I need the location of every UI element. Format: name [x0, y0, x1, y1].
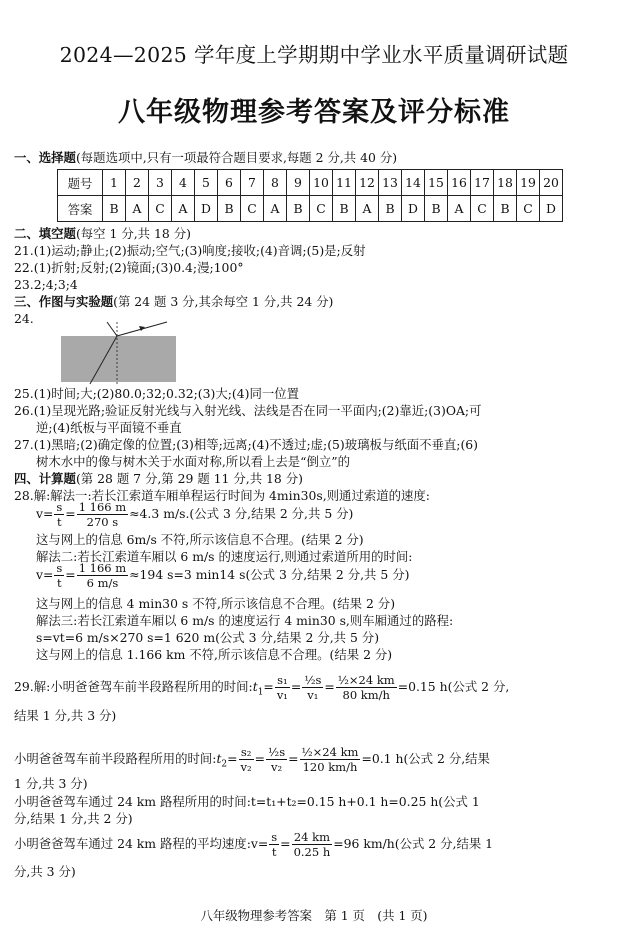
answer-cell: C [149, 196, 172, 222]
question-number-cell: 3 [149, 170, 172, 196]
answer-cell: A [126, 196, 149, 222]
denominator: v₁ [276, 688, 288, 702]
reflected-ray [107, 322, 117, 336]
q28-note3: 这与网上的信息 1.166 km 不符,所示该信息不合理。(结果 2 分) [36, 647, 393, 662]
q29-step2: 小明爸爸驾车前半段路程所用的时间$:t_2=$ $\frac{\text{s₂}}{\text{v₂}}$ = $\frac{\text{½s}}{\text{v₂}}$ = $\frac{\text{½×24 km}}{120 km/h}$ =0.1 h(公式 2 分,结果 [14, 745, 490, 774]
variable: t [252, 679, 258, 694]
answer-cell: B [425, 196, 448, 222]
answer-cell: A [172, 196, 195, 222]
answer-cell: A [448, 196, 471, 222]
formula-lhs: v= [36, 506, 54, 521]
section-3-title: 三、作图与实验题 [14, 294, 114, 309]
fraction [300, 745, 361, 774]
step-result: =96 km/h(公式 2 分,结果 1 [333, 836, 494, 851]
answer-cell: D [402, 196, 425, 222]
q27-answer-line2: 树木水中的像与树木关于水面对称,所以看上去是“倒立”的 [36, 454, 350, 469]
formula-result: ≈194 s=3 min14 s(公式 3 分,结果 2 分,共 5 分) [129, 567, 410, 582]
q25-answer: 25.(1)时间;大;(2)80.0;32;0.32;(3)大;(4)同一位置 [14, 386, 300, 401]
denominator: t [57, 515, 62, 529]
answer-cell: A [356, 196, 379, 222]
question-number-cell: 2 [126, 170, 149, 196]
section-4-title: 四、计算题 [14, 471, 76, 486]
answer-cell: B [333, 196, 356, 222]
numerator: s₁ [275, 673, 290, 688]
q27-answer-line1: 27.(1)黑暗;(2)确定像的位置;(3)相等;远离;(4)不透过;虚;(5)玻璃板与纸面不垂直;(6) [14, 437, 479, 452]
numerator: ½s [304, 673, 322, 687]
question-number-cell: 8 [264, 170, 287, 196]
denominator: 6 m/s [86, 576, 119, 590]
numerator: ½×24 km [337, 673, 395, 687]
q29-step3-score: 分,结果 1 分,共 2 分) [14, 811, 133, 826]
question-number-cell: 16 [448, 170, 471, 196]
question-number-cell: 11 [333, 170, 356, 196]
fraction [54, 500, 64, 529]
answer-table [57, 169, 563, 222]
numerator: s [271, 830, 278, 844]
section-1-title: 一、选择题 [14, 150, 76, 165]
q28-method3: 解法三:若长江索道车厢以 6 m/s 的速度运行 4 min30 s,则车厢通过的路程: [36, 613, 454, 628]
numerator: ½×24 km [301, 745, 359, 759]
question-number-cell: 7 [241, 170, 264, 196]
fraction [302, 673, 323, 702]
fraction [239, 745, 254, 774]
denominator: 120 km/h [302, 760, 358, 774]
section-3-note: (第 24 题 3 分,其余每空 1 分,共 24 分) [113, 294, 334, 309]
section-1-note: (每题选项中,只有一项最符合题目要求,每题 2 分,共 40 分) [75, 150, 398, 165]
q28-formula1: v= $\frac{s}{t}$ = $\frac{1 166 m}{270 s}$ ≈4.3 m/s.(公式 3 分,结果 2 分,共 5 分) [36, 500, 354, 529]
question-number-cell: 13 [379, 170, 402, 196]
answer-cell: B [379, 196, 402, 222]
q28-formula3: s=vt=6 m/s×270 s=1 620 m(公式 3 分,结果 2 分,共 5 分) [36, 630, 380, 645]
subscript: 2 [221, 759, 228, 770]
fraction [275, 673, 290, 702]
numerator: s₂ [239, 745, 254, 760]
step-text: 小明爸爸驾车前半段路程所用的时间: [14, 751, 217, 766]
refraction-diagram [55, 320, 185, 386]
subscript: 1 [257, 687, 264, 698]
section-4-note: (第 28 题 7 分,第 29 题 11 分,共 18 分) [75, 471, 303, 486]
section-2-title: 二、填空题 [14, 226, 76, 241]
question-number-cell: 5 [195, 170, 218, 196]
denominator: v₂ [271, 760, 283, 774]
section-4-heading [14, 471, 303, 487]
fraction [269, 830, 279, 859]
answer-key-title: 八年级物理参考答案及评分标准 [118, 97, 510, 128]
q21-answer: 21.(1)运动;静止;(2)振动;空气;(3)响度;接收;(4)音调;(5)是;反射 [14, 243, 366, 258]
answer-cell: C [241, 196, 264, 222]
q28-method1: 28.解:解法一:若长江索道车厢单程运行时间为 4min30s,则通过索道的速度: [14, 488, 430, 503]
answer-table-number-row [58, 170, 563, 196]
numerator: 24 km [292, 830, 333, 845]
step-result: =0.1 h(公式 2 分,结果 [361, 751, 490, 766]
fraction [77, 500, 128, 529]
q24-label: 24. [14, 311, 34, 326]
denominator: v₂ [240, 760, 252, 774]
section-2-heading [14, 226, 191, 242]
answer-cell: C [517, 196, 540, 222]
question-number-cell: 14 [402, 170, 425, 196]
denominator: t [57, 576, 62, 590]
section-2-note: (每空 1 分,共 18 分) [75, 226, 191, 241]
q28-method2: 解法二:若长江索道车厢以 6 m/s 的速度运行,则通过索道所用的时间: [36, 549, 413, 564]
answer-cell: C [471, 196, 494, 222]
answer-cell: B [218, 196, 241, 222]
section-1-heading [14, 150, 397, 166]
question-number-cell: 20 [540, 170, 563, 196]
variable: t [216, 751, 222, 766]
step-text: 29.解:小明爸爸驾车前半段路程所用的时间: [14, 679, 253, 694]
answer-cell: B [287, 196, 310, 222]
answer-cell: B [494, 196, 517, 222]
section-3-heading [14, 294, 333, 310]
q29-step3: 小明爸爸驾车通过 24 km 路程所用的时间:t=t₁+t₂=0.15 h+0.1 h=0.25 h(公式 1 [14, 794, 480, 809]
question-number-cell: 17 [471, 170, 494, 196]
q28-note1: 这与网上的信息 6m/s 不符,所示该信息不合理。(结果 2 分) [36, 532, 364, 547]
denominator: 80 km/h [342, 688, 390, 702]
answer-cell: B [103, 196, 126, 222]
exam-title: 2024—2025 学年度上学期期中学业水平质量调研试题 [59, 43, 569, 67]
q26-answer-line1: 26.(1)呈现光路;验证反射光线与入射光线、法线是否在同一平面内;(2)靠近;(3)OA;可 [14, 403, 482, 418]
denominator: 0.25 h [293, 845, 331, 859]
denominator: v₁ [307, 688, 319, 702]
answer-cell: A [264, 196, 287, 222]
q28-note2: 这与网上的信息 4 min30 s 不符,所示该信息不合理。(结果 2 分) [36, 596, 396, 611]
numerator: s [56, 561, 63, 575]
fraction [54, 561, 64, 590]
step-result: =0.15 h(公式 2 分, [397, 679, 510, 694]
denominator: 270 s [86, 515, 119, 529]
answer-cell: D [195, 196, 218, 222]
fraction [292, 830, 333, 859]
q29-step2-score: 1 分,共 3 分) [14, 776, 88, 791]
question-number-cell: 15 [425, 170, 448, 196]
fraction [336, 673, 397, 702]
question-number-cell: 1 [103, 170, 126, 196]
question-number-cell: 9 [287, 170, 310, 196]
numerator: ½s [268, 745, 286, 759]
page-footer: 八年级物理参考答案 第 1 页 (共 1 页) [200, 908, 428, 923]
question-number-cell: 6 [218, 170, 241, 196]
q29-step1: 29.解:小明爸爸驾车前半段路程所用的时间$:t_1=$ $\frac{\text{s₁}}{\text{v₁}}$ = $\frac{\text{½s}}{\text{v₁}}$ = $\frac{\text{½×24 km}}{80 km/h}$ =0.15 h(公式 2 分, [14, 673, 510, 702]
row-label-number: 题号 [58, 170, 103, 196]
answer-table-answer-row [58, 196, 563, 222]
question-number-cell: 19 [517, 170, 540, 196]
equals: = [263, 679, 274, 694]
water-region [61, 336, 176, 382]
question-number-cell: 4 [172, 170, 195, 196]
fraction [266, 745, 287, 774]
q26-answer-line2: 逆;(4)纸板与平面镜不垂直 [36, 420, 182, 435]
answer-cell: C [310, 196, 333, 222]
row-label-answer: 答案 [58, 196, 103, 222]
formula-result: ≈4.3 m/s.(公式 3 分,结果 2 分,共 5 分) [129, 506, 354, 521]
numerator: 1 166 m [78, 500, 127, 514]
denominator: t [271, 845, 277, 859]
answer-cell: D [540, 196, 563, 222]
fraction [77, 561, 128, 590]
step-text: 小明爸爸驾车通过 24 km 路程的平均速度:v= [14, 836, 269, 851]
formula-lhs: v= [36, 567, 54, 582]
numerator: 1 166 m [78, 561, 127, 575]
q29-step1-score: 结果 1 分,共 3 分) [14, 708, 117, 723]
question-number-cell: 10 [310, 170, 333, 196]
q28-formula2: v= $\frac{s}{t}$ = $\frac{1 166 m}{6 m/s}$ ≈194 s=3 min14 s(公式 3 分,结果 2 分,共 5 分) [36, 561, 410, 590]
question-number-cell: 18 [494, 170, 517, 196]
q29-step4: 小明爸爸驾车通过 24 km 路程的平均速度:v= $\frac{s}{t}$ = $\frac{24 km}{0.25 h}$ =96 km/h(公式 2 分,结果 1 [14, 830, 494, 859]
numerator: s [56, 500, 63, 514]
q22-answer: 22.(1)折射;反射;(2)镜面;(3)0.4;漫;100° [14, 260, 244, 275]
q23-answer: 23.2;4;3;4 [14, 277, 78, 292]
question-number-cell: 12 [356, 170, 379, 196]
q29-step4-score: 分,共 3 分) [14, 864, 76, 879]
